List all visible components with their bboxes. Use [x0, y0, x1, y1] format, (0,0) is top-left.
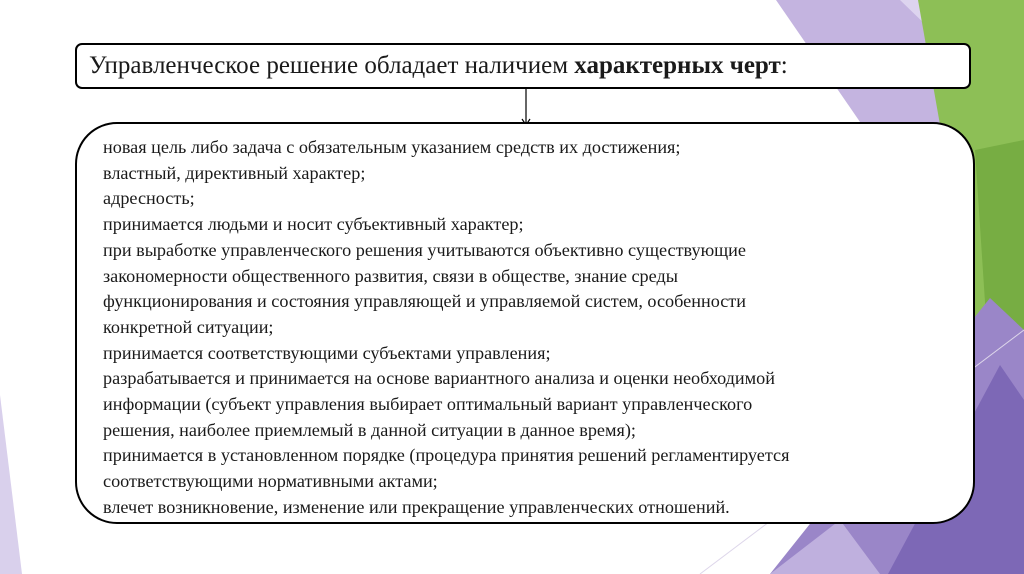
- characteristics-box: [75, 122, 975, 524]
- header-suffix: :: [780, 52, 788, 79]
- list-item: закономерности общественного развития, связи в обществе, знание среды: [103, 265, 678, 286]
- list-item: при выработке управленческого решения учитываются объективно существующие: [103, 239, 746, 260]
- list-item: адресность;: [103, 188, 195, 209]
- list-item: властный, директивный характер;: [103, 162, 366, 183]
- list-item: принимается в установленном порядке (процедура принятия решений регламентируется: [103, 445, 790, 466]
- list-item: новая цель либо задача с обязательным указанием средств их достижения;: [103, 137, 681, 157]
- header-box: [75, 43, 971, 89]
- characteristics-list: [103, 135, 959, 521]
- left-purple-stripe: [0, 395, 22, 574]
- list-item: принимается людьми и носит субъективный характер;: [103, 214, 524, 235]
- list-item: влечет возникновение, изменение или прекращение управленческих отношений.: [103, 496, 730, 517]
- list-item: принимается соответствующими субъектами управления;: [103, 342, 551, 363]
- list-item: решения, наиболее приемлемый в данной ситуации в данное время);: [103, 419, 636, 440]
- list-item: конкретной ситуации;: [103, 316, 274, 337]
- list-item: соответствующими нормативными актами;: [103, 471, 438, 492]
- header-prefix: Управленческое решение обладает наличием: [89, 52, 575, 79]
- list-item: разрабатывается и принимается на основе вариантного анализа и оценки необходимой: [103, 368, 775, 389]
- list-item: информации (субъект управления выбирает оптимальный вариант управленческого: [103, 394, 753, 415]
- list-item: функционирования и состояния управляющей и управляемой систем, особенности: [103, 291, 746, 312]
- header-emphasis: характерных черт: [574, 52, 781, 79]
